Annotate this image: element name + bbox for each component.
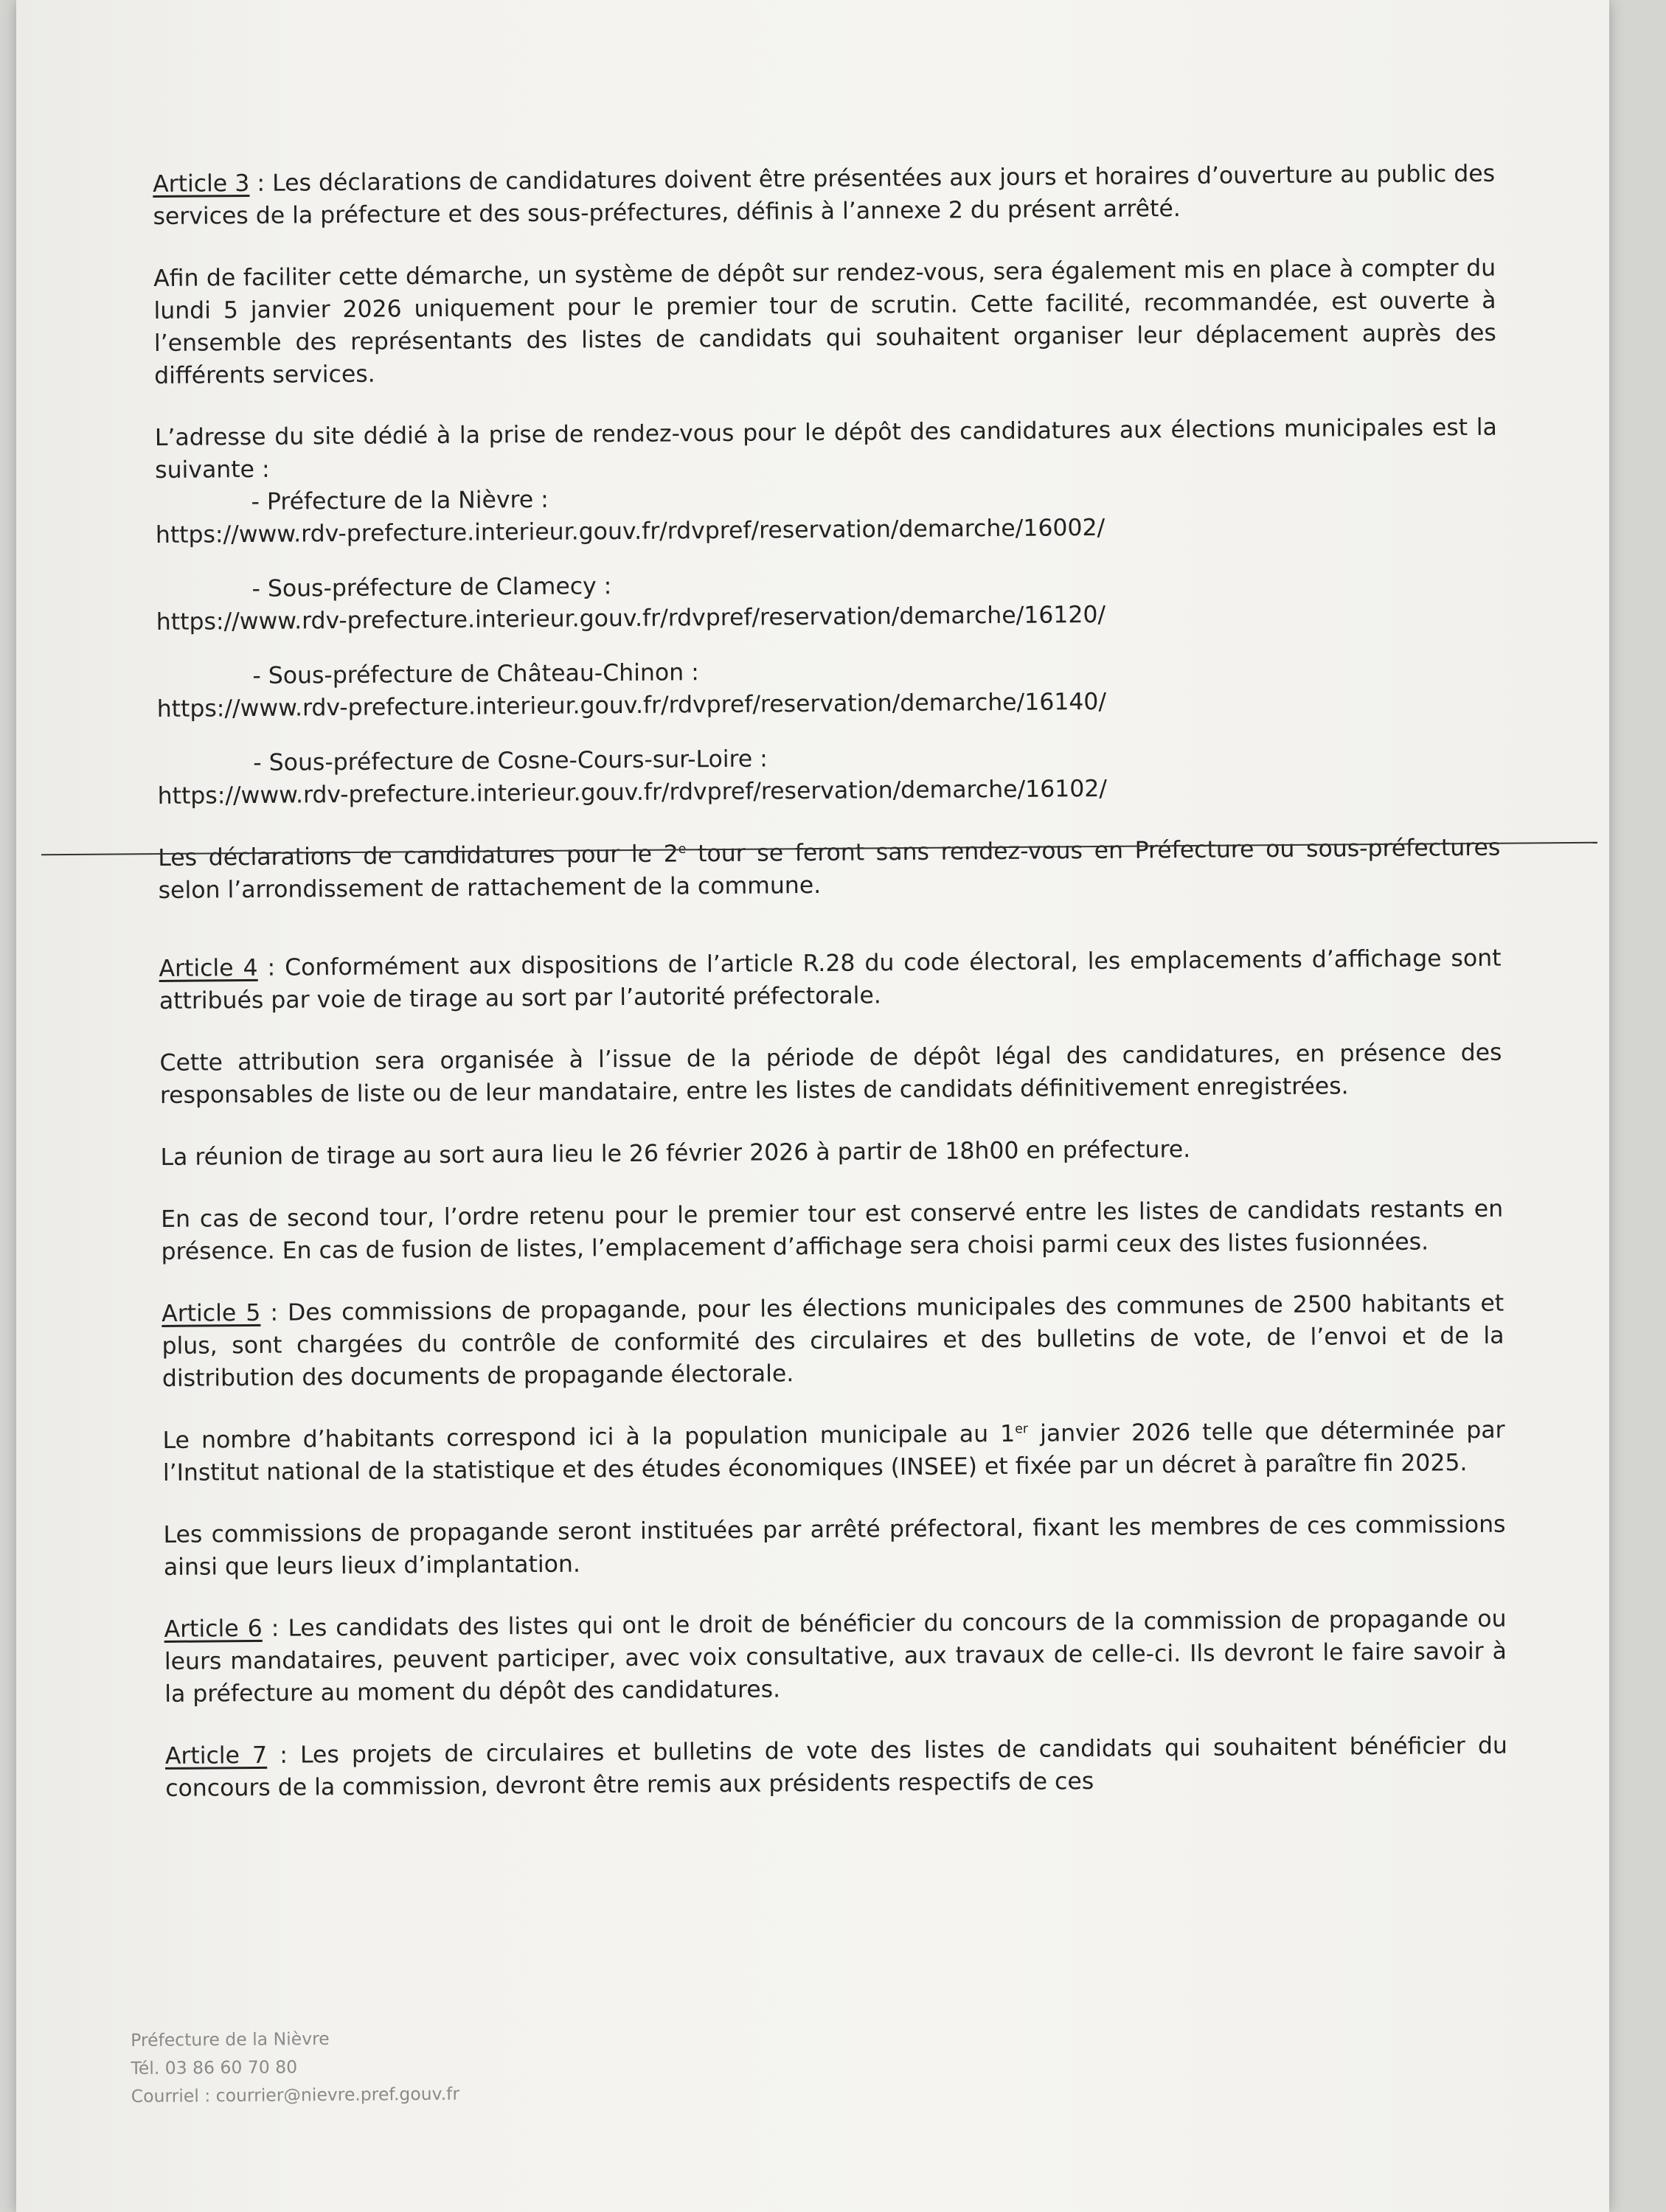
article-7-paragraph: Article 7 : Les projets de circulaires et bulletins de vote des listes de candidats qui souhaitent bénéficier du concours de la commission, devront être remis aux présidents respectifs de ces	[164, 1732, 1508, 1802]
article-5-paragraph: Article 5 : Des commissions de propagande, pour les élections municipales des communes de 2500 habitants et plus, sont chargées du contrôle de conformité des circulaires et des bulletins de vote, de l’envoi et de la distribution des documents de propagande électorale.	[162, 1290, 1504, 1392]
document-page	[16, 0, 1609, 2212]
article-4-heading: Article 4	[159, 954, 258, 982]
site-label: - Sous-préfecture de Cosne-Cours-sur-Loire :	[253, 745, 768, 776]
article-4-paragraph-3: La réunion de tirage au sort aura lieu le 26 février 2026 à partir de 18h00 en préfecture.	[160, 1135, 1191, 1171]
document-body	[153, 158, 1507, 1805]
page-footer	[131, 2024, 459, 2110]
site-cosne	[157, 737, 1500, 813]
article-5-heading: Article 5	[162, 1299, 261, 1327]
site-label: - Sous-préfecture de Château-Chinon :	[252, 659, 699, 689]
site-chateau-chinon	[156, 650, 1499, 726]
article-5-paragraph-3: Les commissions de propagande seront instituées par arrêté préfectoral, fixant les membres de ces commissions ainsi que leurs lieux d’implantation.	[163, 1511, 1506, 1581]
site-label: - Sous-préfecture de Clamecy :	[251, 573, 612, 602]
site-url[interactable]: https://www.rdv-prefecture.interieur.gouv.fr/rdvpref/reservation/demarche/16140/	[156, 688, 1107, 723]
article-4-paragraph-4: En cas de second tour, l’ordre retenu pour le premier tour est conservé entre les listes de candidats restants en présence. En cas de fusion de listes, l’emplacement d’affichage sera choisi parmi ceux des listes fusionnées.	[161, 1195, 1504, 1265]
footer-org: Préfecture de la Nièvre	[131, 2028, 330, 2051]
article-6-heading: Article 6	[164, 1615, 263, 1643]
second-tour-paragraph: Les déclarations de candidatures pour le 2e tour se feront sans rendez-vous en Préfecture ou sous-préfectures selon l’arrondissement de rattachement de la commune.	[158, 834, 1501, 904]
article-3-paragraph-2: Afin de faciliter cette démarche, un système de dépôt sur rendez-vous, sera également mis en place à compter du lundi 5 janvier 2026 uniquement pour le premier tour de scrutin. Cette facilité, recommandée, est ouverte à l’ensemble des représentants des listes de candidats qui souhaitent organiser leur déplacement auprès des différents services.	[153, 254, 1496, 389]
site-url[interactable]: https://www.rdv-prefecture.interieur.gouv.fr/rdvpref/reservation/demarche/16002/	[155, 514, 1106, 549]
article-3-heading: Article 3	[153, 170, 250, 198]
footer-mail: Courriel : courrier@nievre.pref.gouv.fr	[131, 2083, 460, 2107]
article-4-paragraph-2: Cette attribution sera organisée à l’issue de la période de dépôt légal des candidatures, en présence des responsables de liste ou de leur mandataire, entre les listes de candidats définitivement enregistrées.	[159, 1039, 1502, 1109]
footer-tel: Tél. 03 86 60 70 80	[131, 2056, 298, 2079]
article-5-paragraph-2: Le nombre d’habitants correspond ici à la population municipale au 1er janvier 2026 telle que déterminée par l’Institut national de la statistique et des études économiques (INSEE) et fixée par un décret à paraître fin 2025.	[162, 1416, 1505, 1486]
site-prefecture	[155, 476, 1498, 552]
article-6-paragraph: Article 6 : Les candidats des listes qui ont le droit de bénéficier du concours de la commission de propagande ou leurs mandataires, peuvent participer, avec voix consultative, aux travaux de celle-ci. Ils devront le faire savoir à la préfecture au moment du dépôt des candidatures.	[164, 1605, 1507, 1708]
site-label: - Préfecture de la Nièvre :	[251, 486, 549, 515]
site-url[interactable]: https://www.rdv-prefecture.interieur.gouv.fr/rdvpref/reservation/demarche/16120/	[156, 601, 1106, 636]
site-url[interactable]: https://www.rdv-prefecture.interieur.gouv.fr/rdvpref/reservation/demarche/16102/	[157, 775, 1108, 810]
article-3-paragraph-3: L’adresse du site dédié à la prise de rendez-vous pour le dépôt des candidatures aux élections municipales est la suivante :	[154, 414, 1497, 484]
article-4-paragraph: Article 4 : Conformément aux dispositions de l’article R.28 du code électoral, les emplacements d’affichage sont attribués par voie de tirage au sort par l’autorité préfectorale.	[159, 945, 1502, 1015]
article-3-paragraph: Article 3 : Les déclarations de candidatures doivent être présentées aux jours et horaires d’ouverture au public des services de la préfecture et des sous-préfectures, définis à l’annexe 2 du présent arrêté.	[153, 160, 1496, 230]
article-7-heading: Article 7	[164, 1742, 268, 1770]
site-clamecy	[156, 563, 1499, 639]
